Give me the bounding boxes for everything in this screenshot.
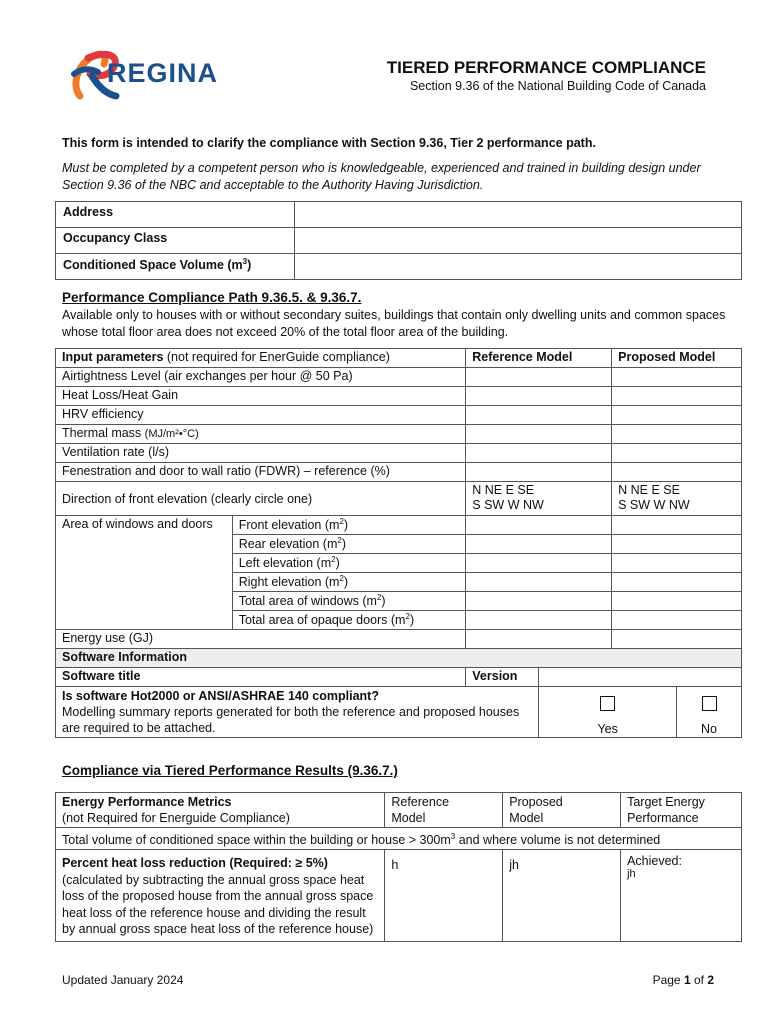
project-info-table	[55, 201, 742, 280]
hrv-reference-field[interactable]	[466, 406, 612, 425]
right-elevation-label: Right elevation $(m^2)$	[232, 573, 466, 592]
left-elevation-proposed-field[interactable]	[612, 554, 742, 573]
front-elevation-reference-field[interactable]	[466, 516, 612, 535]
ventilation-proposed-field[interactable]	[612, 444, 742, 463]
direction-reference-options[interactable]: N NE E SE S SW W NW	[466, 482, 612, 516]
document-subtitle: Section 9.36 of the National Building Code of Canada	[409, 79, 706, 93]
rear-elevation-reference-field[interactable]	[466, 535, 612, 554]
thermal-mass-proposed-field[interactable]	[612, 425, 742, 444]
ventilation-reference-field[interactable]	[466, 444, 612, 463]
no-checkbox[interactable]	[702, 696, 717, 711]
right-elevation-reference-field[interactable]	[466, 573, 612, 592]
total-doors-proposed-field[interactable]	[612, 611, 742, 630]
airtightness-reference-field[interactable]	[466, 368, 612, 387]
input-parameters-header: Input parameters (not required for EnerGuide compliance)	[56, 349, 466, 368]
updated-date: Updated January 2024	[62, 973, 184, 987]
heat-loss-proposed-value[interactable]: jh	[503, 850, 621, 942]
direction-label: Direction of front elevation (clearly circle one)	[56, 482, 466, 516]
proposed-model-header: Proposed Model	[612, 349, 742, 368]
total-doors-label: Total area of opaque doors $(m^2)$	[232, 611, 466, 630]
total-doors-reference-field[interactable]	[466, 611, 612, 630]
performance-path-description: Available only to houses with or without secondary suites, buildings that contain only dwelling units and common spaces whose total floor area does not exceed 20% of the total floor area of the building.	[62, 308, 726, 339]
software-compliance-question: Is software Hot2000 or ANSI/ASHRAE 140 compliant? Modelling summary reports generated for both the reference and proposed houses are required to be attached.	[56, 687, 539, 738]
address-label: Address	[56, 202, 295, 228]
energy-use-proposed-field[interactable]	[612, 630, 742, 649]
ventilation-label: Ventilation rate (l/s)	[56, 444, 466, 463]
fdwr-reference-field[interactable]	[466, 463, 612, 482]
yes-checkbox[interactable]	[600, 696, 615, 711]
total-windows-reference-field[interactable]	[466, 592, 612, 611]
thermal-mass-label: Thermal mass (MJ/m²•°C)	[56, 425, 466, 444]
performance-path-title: Performance Compliance Path 9.36.5. & 9.36.7.	[62, 290, 362, 305]
total-windows-proposed-field[interactable]	[612, 592, 742, 611]
heat-loss-reduction-label: Percent heat loss reduction (Required: ≥ 5%) (calculated by subtracting the annual gross space heat loss of the proposed house from the annual gross space heat loss of the reference house and dividing the result by annual gross space heat loss of the reference house)	[56, 850, 385, 942]
compliant-yes-option[interactable]: Yes	[539, 687, 677, 738]
occupancy-field[interactable]	[295, 228, 742, 254]
intro-requirement: Must be completed by a competent person who is knowledgeable, experienced and trained in building design under Section 9.36 of the NBC and acceptable to the Authority Having Jurisdiction.	[62, 161, 701, 192]
airtightness-label: Airtightness Level (air exchanges per hour @ 50 Pa)	[56, 368, 466, 387]
fdwr-label: Fenestration and door to wall ratio (FDWR) – reference (%)	[56, 463, 466, 482]
thermal-mass-reference-field[interactable]	[466, 425, 612, 444]
software-title-label: Software title	[56, 668, 466, 687]
tiered-results-table	[55, 792, 742, 942]
input-parameters-table	[55, 348, 742, 738]
target-energy-header: Target Energy Performance	[621, 793, 742, 828]
logo-wordmark: REGINA	[107, 58, 219, 88]
front-elevation-label: Front elevation $(m^2)$	[232, 516, 466, 535]
direction-proposed-options[interactable]: N NE E SE S SW W NW	[612, 482, 742, 516]
heat-loss-reference-field[interactable]	[466, 387, 612, 406]
energy-use-reference-field[interactable]	[466, 630, 612, 649]
hrv-label: HRV efficiency	[56, 406, 466, 425]
intro-statement: This form is intended to clarify the compliance with Section 9.36, Tier 2 performance path.	[62, 136, 596, 150]
compliant-no-option[interactable]: No	[677, 687, 742, 738]
rear-elevation-label: Rear elevation $(m^2)$	[232, 535, 466, 554]
hrv-proposed-field[interactable]	[612, 406, 742, 425]
heat-loss-proposed-field[interactable]	[612, 387, 742, 406]
right-elevation-proposed-field[interactable]	[612, 573, 742, 592]
left-elevation-reference-field[interactable]	[466, 554, 612, 573]
occupancy-label: Occupancy Class	[56, 228, 295, 254]
proposed-model-header: Proposed Model	[503, 793, 621, 828]
volume-field[interactable]	[295, 254, 742, 280]
heat-loss-label: Heat Loss/Heat Gain	[56, 387, 466, 406]
address-field[interactable]	[295, 202, 742, 228]
left-elevation-label: Left elevation $(m^2)$	[232, 554, 466, 573]
reference-model-header: Reference Model	[385, 793, 503, 828]
document-title: TIERED PERFORMANCE COMPLIANCE	[386, 58, 706, 77]
front-elevation-proposed-field[interactable]	[612, 516, 742, 535]
software-information-header: Software Information	[56, 649, 742, 668]
metrics-header: Energy Performance Metrics (not Required for Energuide Compliance)	[56, 793, 385, 828]
rear-elevation-proposed-field[interactable]	[612, 535, 742, 554]
reference-model-header: Reference Model	[466, 349, 612, 368]
version-label: Version	[466, 668, 539, 687]
tiered-results-title: Compliance via Tiered Performance Results (9.36.7.)	[62, 763, 398, 778]
fdwr-proposed-field[interactable]	[612, 463, 742, 482]
area-windows-doors-label: Area of windows and doors	[56, 516, 233, 630]
energy-use-label: Energy use (GJ)	[56, 630, 466, 649]
total-windows-label: Total area of windows $(m^2)$	[232, 592, 466, 611]
heat-loss-achieved-cell[interactable]	[621, 850, 742, 942]
volume-condition-note: Total volume of conditioned space within the building or house > $300m^3$ and where volume is not determined	[56, 828, 742, 850]
heat-loss-reference-value[interactable]: h	[385, 850, 503, 942]
page-number: Page 1 of 2	[652, 973, 714, 987]
version-field[interactable]	[539, 668, 742, 687]
achieved-value: jh	[627, 868, 636, 881]
volume-label: Conditioned Space Volume $(m^3)$	[56, 254, 295, 280]
airtightness-proposed-field[interactable]	[612, 368, 742, 387]
achieved-label: Achieved:	[627, 854, 682, 869]
